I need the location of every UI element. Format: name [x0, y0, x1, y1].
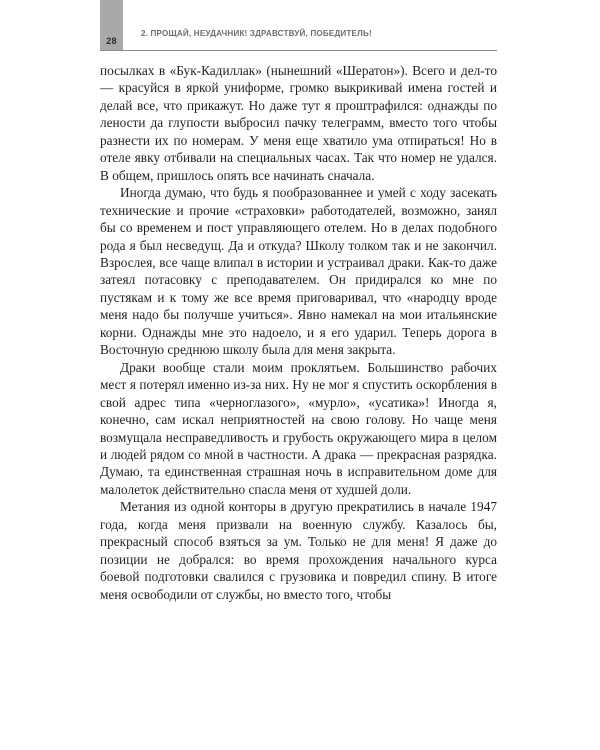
page-number-box — [100, 0, 123, 50]
body-text-column — [100, 62, 497, 603]
page-number: 28 — [106, 36, 117, 46]
header-divider-rule — [100, 50, 497, 51]
paragraph: посылках в «Бук-Кадиллак» (нынешний «Шератон»). Всего и дел-то — красуйся в яркой униформе, громко выкрикивай имена гостей и делай все, что прикажут. Но даже тут я проштрафился: однажды по лености да глупости выбросил пачку телеграмм, вместо того чтобы разнести их по номерам. У меня еще хватило ума отпираться! Но в отеле явку отбивали на специальных часах. Так что номер не удался. В общем, пришлось опять все начинать сначала. — [100, 63, 497, 183]
paragraph: Метания из одной конторы в другую прекратились в начале 1947 года, когда меня призвали на военную службу. Казалось бы, прекрасный способ взяться за ум. Только не для меня! Я даже до позиции не добрался: во время прохождения начального курса боевой подготовки свалился с грузовика и повредил спину. В итоге меня освободили от службы, но вместо того, чтобы — [100, 499, 497, 602]
paragraph: Иногда думаю, что будь я пообразованнее и умей с ходу засекать технические и прочие «страховки» работодателей, возможно, занял бы со временем и пост управляющего отелем. Но в делах подобного рода я был несведущ. Да и откуда? Школу толком так и не закончил. Взрослея, все чаще влипал в истории и устраивал драки. Как-то даже затеял потасовку с преподавателем. Он придирался ко мне по пустякам и к тому же все время приговаривал, что «народцу вроде меня надо бы получше учиться». Явно намекал на мои итальянские корни. Однажды мне это надоело, и я его ударил. Теперь дорога в Восточную среднюю школу была для меня закрыта. — [100, 185, 497, 358]
paragraph: Драки вообще стали моим проклятьем. Большинство рабочих мест я потерял именно из-за них. Ну не мог я спустить оскорбления в свой адрес типа «черноглазого», «мурло», «усатика»! Иногда я, конечно, сам искал неприятностей на свою голову. Но чаще меня возмущала несправедливость и грубость окружающего мира в целом и людей рядом со мной в частности. А драка — прекрасная разрядка. Думаю, та единственная страшная ночь в исправительном доме для малолеток действительно спасла меня от худшей доли. — [100, 359, 497, 497]
running-head-title: 2. ПРОЩАЙ, НЕУДАЧНИК! ЗДРАВСТВУЙ, ПОБЕДИТЕЛЬ! — [141, 29, 372, 38]
page-header — [0, 0, 600, 58]
